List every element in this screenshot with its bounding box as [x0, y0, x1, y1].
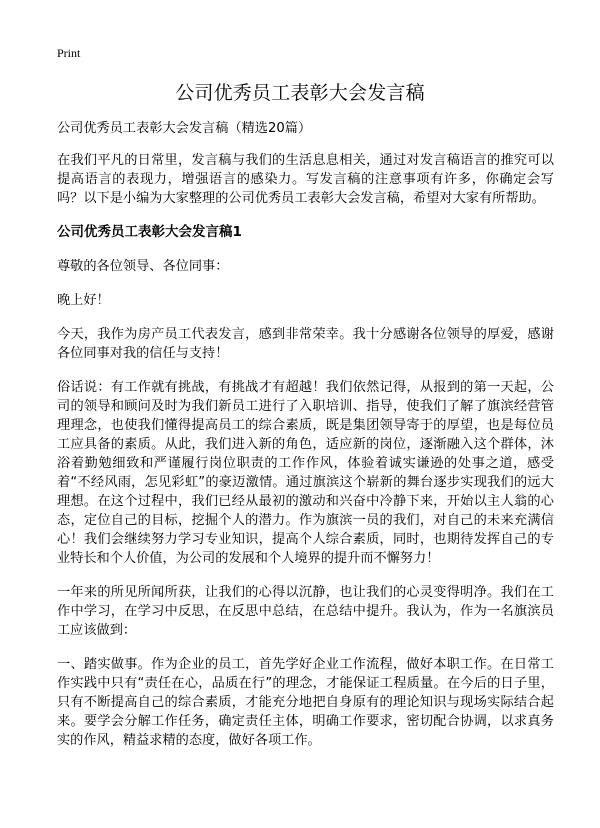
- intro-paragraph: 在我们平凡的日常里，发言稿与我们的生活息息相关，通过对发言稿语言的推究可以提高语言的表现力，增强语言的感染力。写发言稿的注意事项有许多，你确定会写吗？以下是小编为大家整理的公司优秀员工表彰大会发言稿，希望对大家有所帮助。: [57, 153, 554, 206]
- paragraph-opening: 今天，我作为房产员工代表发言，感到非常荣幸。我十分感谢各位领导的厚爱，感谢各位同事对我的信任与支持！: [57, 327, 554, 361]
- article-subtitle: 公司优秀员工表彰大会发言稿（精选20篇）: [57, 121, 312, 136]
- paragraph-greeting: 晚上好！: [57, 293, 110, 308]
- paragraph-reflection: 一年来的所见所闻所获，让我们的心得以沉静，也让我们的心灵变得明净。我们在工作中学习，在学习中反思，在反思中总结，在总结中提升。我认为，作为一名旗滨员工应该做到：: [57, 585, 554, 638]
- paragraph-body: 俗话说：有工作就有挑战，有挑战才有超越！我们依然记得，从报到的第一天起，公司的领导和顾问及时为我们新员工进行了入职培训、指导，使我们了解了旗滨经营管理理念，也使我们懂得提高员工的综合素质，既是集团领导寄于的厚望，也是每位员工应具备的素质。从此，我们进入新的角色，适应新的岗位，逐渐融入这个群体，沐浴着勤勉细致和严谨履行岗位职责的工作作风，体验着诚实谦逊的处事之道，感受着“不经风雨，怎见彩虹”的豪迈激情。通过旗滨这个崭新的舞台逐步实现我们的远大理想。在这个过程中，我们已经从最初的激动和兴奋中冷静下来，开始以主人翁的心态，定位自己的目标，挖掘个人的潜力。作为旗滨一员的我们，对自己的未来充满信心！我们会继续努力学习专业知识，提高个人综合素质，同时，也期待发挥自己的专业特长和个人价值，为公司的发展和个人境界的提升而不懈努力！: [57, 380, 554, 566]
- print-link[interactable]: Print: [57, 46, 81, 60]
- paragraph-point-one: 一、踏实做事。作为企业的员工，首先学好企业工作流程，做好本职工作。在日常工作实践中只有“责任在心，品质在行”的理念，才能保证工程质量。在今后的日子里，只有不断提高自己的综合素质，才能充分地把自身原有的理论知识与现场实际结合起来。要学会分解工作任务，确定责任主体，明确工作要求，密切配合协调，以求真务实的作风，精益求精的态度，做好各项工作。: [57, 657, 554, 748]
- article-body: [57, 119, 554, 765]
- page-title: 公司优秀员工表彰大会发言稿: [175, 82, 425, 104]
- section-heading: 公司优秀员工表彰大会发言稿1: [57, 224, 242, 240]
- paragraph-salutation: 尊敬的各位领导、各位同事：: [57, 259, 229, 274]
